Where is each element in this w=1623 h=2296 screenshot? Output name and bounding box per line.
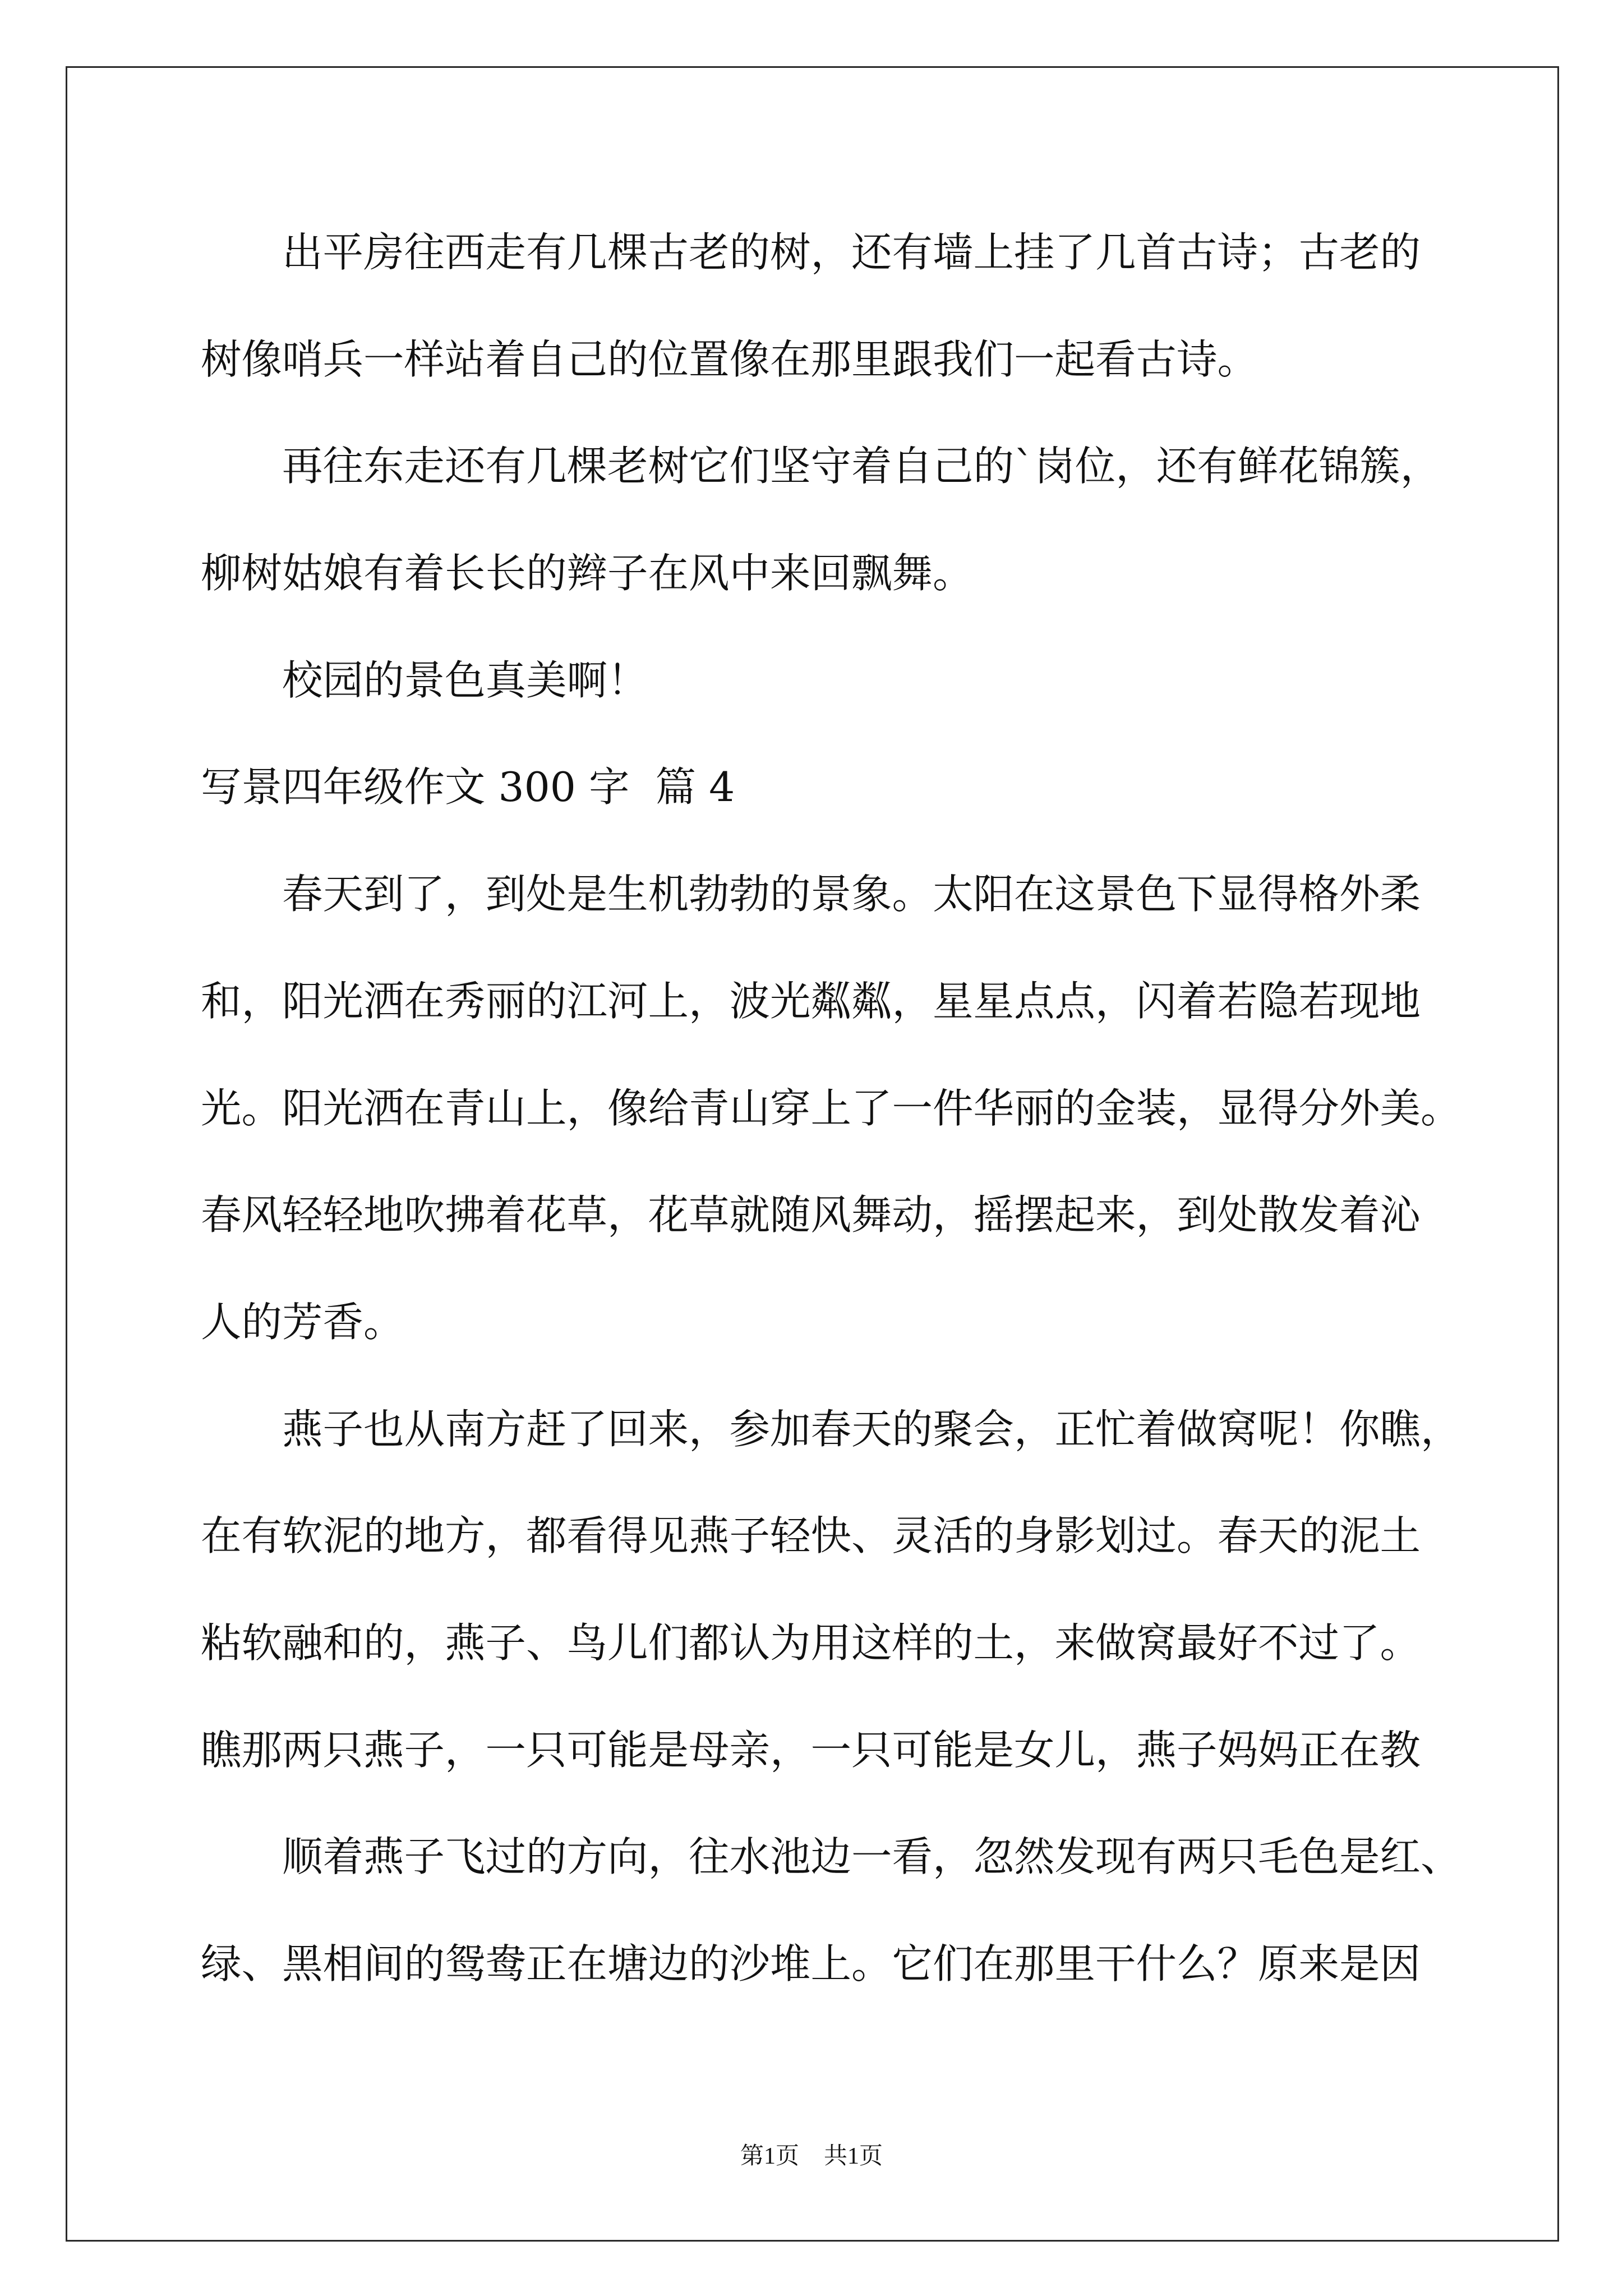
paragraph <box>201 1377 1491 1805</box>
page-total: 共1页 <box>824 2143 883 2169</box>
text-line: 再往东走还有几棵老树它们坚守着自己的`岗位，还有鲜花锦簇， <box>282 443 1441 491</box>
paragraph <box>201 200 1491 413</box>
paragraph <box>201 628 1491 735</box>
paragraph <box>201 1804 1491 2018</box>
text-line: 春风轻轻地吹拂着花草，花草就随风舞动，摇摆起来，到处散发着沁 <box>201 1192 1421 1240</box>
text-line: 和，阳光洒在秀丽的江河上，波光粼粼，星星点点，闪着若隐若现地 <box>201 978 1421 1025</box>
text-line: 燕子也从南方赶了回来，参加春天的聚会，正忙着做窝呢！你瞧， <box>282 1406 1461 1453</box>
section-heading: 写景四年级作文 300 字 篇 4 <box>201 764 735 812</box>
text-line: 顺着燕子飞过的方向，往水池边一看，忽然发现有两只毛色是红、 <box>282 1834 1461 1881</box>
text-line: 树像哨兵一样站着自己的位置像在那里跟我们一起看古诗。 <box>201 336 1258 384</box>
text-line: 光。阳光洒在青山上，像给青山穿上了一件华丽的金装，显得分外美。 <box>201 1085 1461 1133</box>
paragraph <box>201 841 1491 1376</box>
page-footer <box>0 2137 1623 2175</box>
paragraph <box>201 413 1491 627</box>
text-line: 绿、黑相间的鸳鸯正在塘边的沙堆上。它们在那里干什么？原来是因 <box>201 1941 1421 1988</box>
text-line: 人的芳香。 <box>201 1299 404 1346</box>
text-line: 瞧那两只燕子，一只可能是母亲，一只可能是女儿，燕子妈妈正在教 <box>201 1727 1421 1774</box>
document-body <box>201 200 1491 2018</box>
text-line: 柳树姑娘有着长长的辫子在风中来回飘舞。 <box>201 550 974 598</box>
text-line: 在有软泥的地方，都看得见燕子轻快、灵活的身影划过。春天的泥土 <box>201 1513 1421 1561</box>
text-line: 出平房往西走有几棵古老的树，还有墙上挂了几首古诗；古老的 <box>282 229 1421 277</box>
page-number: 第1页 <box>740 2143 799 2169</box>
text-line: 粘软融和的，燕子、鸟儿们都认为用这样的土，来做窝最好不过了。 <box>201 1619 1421 1667</box>
text-line: 校园的景色真美啊！ <box>282 657 648 705</box>
text-line: 春天到了，到处是生机勃勃的景象。太阳在这景色下显得格外柔 <box>282 871 1421 919</box>
